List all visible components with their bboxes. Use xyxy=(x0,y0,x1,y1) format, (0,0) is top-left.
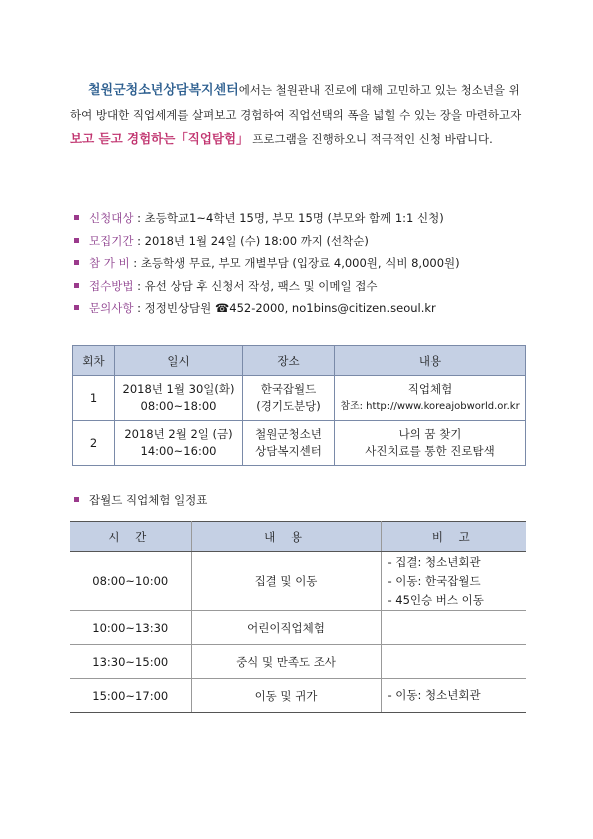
schedule-table xyxy=(70,521,526,713)
table-row xyxy=(70,645,526,679)
square-bullet-icon xyxy=(74,305,79,310)
info-value: : 정정빈상담원 ☎452-2000, no1bins@citizen.seoul.kr xyxy=(137,301,436,315)
content-reference: 참조: http://www.koreajobworld.or.kr xyxy=(340,401,520,412)
note-line: - 이동: 청소년회관 xyxy=(387,688,481,702)
place-line: 상담복지센터 xyxy=(255,444,322,458)
session-time: 08:00~18:00 xyxy=(140,399,217,413)
content-line: 나의 꿈 찾기 xyxy=(398,427,462,441)
session-number: 1 xyxy=(73,376,115,421)
schedule-content: 어린이직업체험 xyxy=(191,611,381,645)
session-datetime xyxy=(115,376,243,421)
square-bullet-icon xyxy=(74,260,79,265)
info-value: : 초등학생 무료, 부모 개별부담 (입장료 4,000원, 식비 8,000원) xyxy=(133,256,460,270)
table-row xyxy=(73,376,526,421)
info-value: : 2018년 1월 24일 (수) 18:00 까지 (선착순) xyxy=(137,233,369,248)
square-bullet-icon xyxy=(74,215,79,220)
schedule-content: 집결 및 이동 xyxy=(191,552,381,611)
info-label: 참 가 비 xyxy=(89,256,130,270)
info-label: 문의사항 xyxy=(89,301,134,315)
session-time: 14:00~16:00 xyxy=(140,444,217,458)
table-row xyxy=(70,679,526,713)
column-header: 회차 xyxy=(73,346,115,376)
schedule-title xyxy=(74,492,207,508)
org-name: 철원군청소년상담복지센터 xyxy=(88,83,239,98)
info-label: 접수방법 xyxy=(89,278,134,293)
schedule-time: 10:00~13:30 xyxy=(70,611,191,645)
intro-text-2: 프로그램을 진행하오니 적극적인 신청 바랍니다. xyxy=(248,132,493,146)
session-place xyxy=(243,376,335,421)
schedule-notes xyxy=(381,679,526,713)
session-date: 2018년 2월 2일 (금) xyxy=(124,427,233,441)
square-bullet-icon xyxy=(74,283,79,288)
content-line: 사진치료를 통한 진로탐색 xyxy=(365,444,495,458)
session-content xyxy=(335,421,526,466)
program-name: 보고 듣고 경험하는「직업탐험」 xyxy=(70,131,249,146)
session-date: 2018년 1월 30일(화) xyxy=(122,382,235,396)
table-row xyxy=(70,611,526,645)
note-line: - 이동: 한국잡월드 xyxy=(387,573,481,588)
place-line: (경기도분당) xyxy=(256,399,321,413)
schedule-content: 이동 및 귀가 xyxy=(191,679,381,713)
table-header-row xyxy=(73,346,526,376)
info-value: : 유선 상담 후 신청서 작성, 팩스 및 이메일 접수 xyxy=(137,278,378,293)
schedule-content: 중식 및 만족도 조사 xyxy=(191,645,381,679)
session-number: 2 xyxy=(73,421,115,466)
square-bullet-icon xyxy=(74,497,79,502)
schedule-time: 08:00~10:00 xyxy=(70,552,191,611)
table-row xyxy=(73,421,526,466)
schedule-notes xyxy=(381,552,526,611)
info-item-target xyxy=(74,207,544,230)
schedule-title-text: 잡월드 직업체험 일정표 xyxy=(89,493,208,507)
schedule-time: 15:00~17:00 xyxy=(70,679,191,713)
sessions-table xyxy=(72,345,526,466)
schedule-notes xyxy=(381,611,526,645)
info-item-period xyxy=(74,230,544,253)
info-value: : 초등학교1~4학년 15명, 부모 15명 (부모와 함께 1:1 신청) xyxy=(137,211,444,225)
schedule-time: 13:30~15:00 xyxy=(70,645,191,679)
note-line: - 집결: 청소년회관 xyxy=(387,554,481,569)
session-datetime xyxy=(115,421,243,466)
info-item-contact xyxy=(74,297,544,320)
intro-paragraph xyxy=(70,78,526,151)
note-line: - 45인승 버스 이동 xyxy=(387,592,484,607)
column-header: 일시 xyxy=(115,346,243,376)
info-item-fee xyxy=(74,252,544,275)
content-line: 직업체험 xyxy=(407,382,453,396)
column-header: 내 용 xyxy=(191,522,381,552)
column-header: 비 고 xyxy=(381,522,526,552)
column-header: 장소 xyxy=(243,346,335,376)
place-line: 철원군청소년 xyxy=(255,427,322,441)
session-place xyxy=(243,421,335,466)
column-header: 내용 xyxy=(335,346,526,376)
schedule-notes xyxy=(381,645,526,679)
square-bullet-icon xyxy=(74,238,79,243)
info-list xyxy=(74,207,544,320)
intro-text-1: 에서는 철원관내 진로에 대해 고민하고 있는 청소년을 위하여 방대한 직업세계를 살펴보고 경험하여 직업선택의 폭을 넓힐 수 있는 장을 마련하고자 xyxy=(70,83,522,122)
table-header-row xyxy=(70,522,526,552)
column-header: 시 간 xyxy=(70,522,191,552)
place-line: 한국잡월드 xyxy=(260,382,317,396)
info-label: 모집기간 xyxy=(89,233,134,248)
info-item-method xyxy=(74,275,544,298)
table-row xyxy=(70,552,526,611)
session-content xyxy=(335,376,526,421)
info-label: 신청대상 xyxy=(89,211,134,225)
